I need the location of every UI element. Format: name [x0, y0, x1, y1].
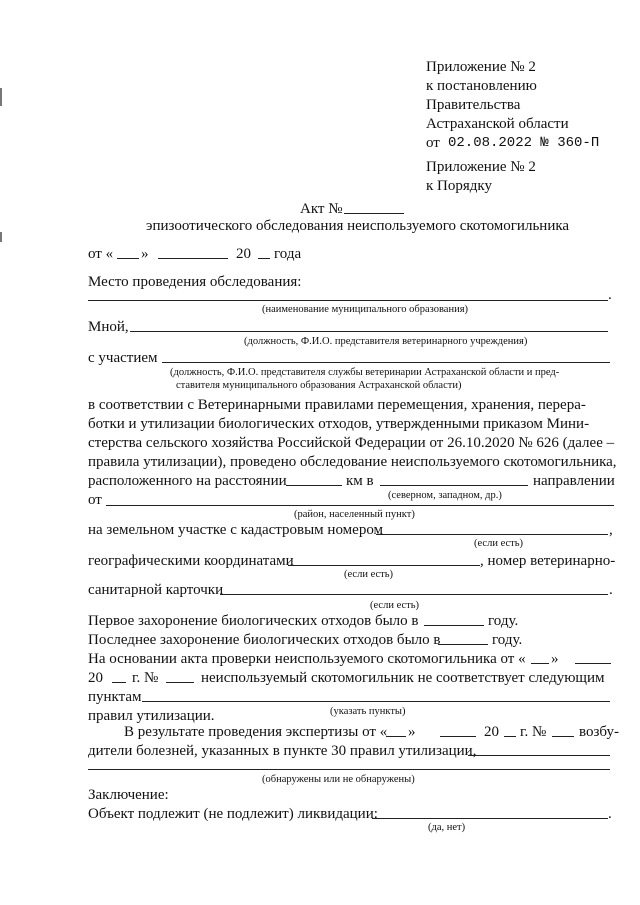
card-label: санитарной карточки [88, 582, 224, 598]
check-points-label: пунктам [88, 689, 142, 705]
first-burial-year: году. [488, 613, 519, 629]
body-line: стерства сельского хозяйства Российской Федерации от 26.10.2020 № 626 (далее – [88, 435, 615, 451]
header-date-stamp: 02.08.2022 № 360-П [448, 135, 600, 151]
date-year-prefix: 20 [236, 246, 251, 262]
coords-label: географическими координатами [88, 553, 294, 569]
first-burial-label: Первое захоронение биологических отходов было в [88, 613, 419, 629]
me-label: Мной, [88, 319, 129, 335]
cadastre-label: на земельном участке с кадастровым номером [88, 522, 384, 538]
check-month-blank [575, 663, 611, 664]
header-line: к постановлению [426, 78, 537, 94]
check-number-label: г. № [132, 670, 159, 686]
with-blank [162, 362, 610, 363]
body-line: ботки и утилизации биологических отходов, утвержденными приказом Мини- [88, 416, 590, 432]
date-month-blank [158, 258, 228, 259]
from-blank [106, 505, 614, 506]
last-burial-blank [438, 644, 488, 645]
header-line: Приложение № 2 [426, 59, 536, 75]
date-quote-close: » [141, 246, 149, 262]
expertise-quote-close: » [408, 724, 416, 740]
date-year-suffix: года [274, 246, 302, 262]
header-line: Астраханской области [426, 116, 569, 132]
header-line: Приложение № 2 [426, 159, 536, 175]
direction-label: направлении [533, 473, 615, 489]
place-hint: (наименование муниципального образования) [262, 304, 469, 315]
with-label: с участием [88, 350, 158, 366]
coords-blank [288, 565, 480, 566]
place-blank [88, 300, 608, 301]
distance-label: расположенного на расстоянии [88, 473, 287, 489]
check-rules-text: правил утилизации. [88, 708, 215, 724]
scan-mark [0, 232, 2, 242]
card-period: . [609, 582, 613, 598]
distance-blank [286, 485, 342, 486]
coords-hint: (если есть) [344, 569, 394, 580]
act-number-blank [344, 213, 404, 214]
date-ot: от « [88, 246, 114, 262]
place-period: . [608, 287, 612, 303]
check-points-hint: (указать пункты) [330, 706, 406, 717]
header-line: к Порядку [426, 178, 492, 194]
last-burial-label: Последнее захоронение биологических отходов было в [88, 632, 441, 648]
check-year-blank [112, 682, 126, 683]
cadastre-blank [376, 534, 608, 535]
liquidation-hint: (да, нет) [428, 822, 466, 833]
liquidation-label: Объект подлежит (не подлежит) ликвидации: [88, 806, 378, 822]
check-line1: На основании акта проверки неиспользуемого скотомогильника от « [88, 651, 526, 667]
expertise-number-label: г. № [520, 724, 547, 740]
from-label: от [88, 492, 102, 508]
expertise-result-blank-2 [88, 769, 610, 770]
check-line2-text: неиспользуемый скотомогильник не соответствует следующим [201, 670, 605, 686]
check-number-blank [166, 682, 194, 683]
direction-hint: (северном, западном, др.) [388, 490, 502, 501]
expertise-year-blank [504, 736, 516, 737]
header-line: Правительства [426, 97, 521, 113]
from-hint: (район, населенный пункт) [294, 509, 415, 520]
date-day-blank [117, 258, 139, 259]
cadastre-comma: , [609, 522, 613, 538]
cadastre-hint: (если есть) [474, 538, 524, 549]
header-date-prefix: от [426, 135, 440, 151]
expertise-line2: дители болезней, указанных в пункте 30 правил утилизации, [88, 743, 477, 759]
with-hint-2: ставителя муниципального образования Астраханской области) [176, 380, 462, 391]
card-hint: (если есть) [370, 600, 420, 611]
expertise-hint: (обнаружены или не обнаружены) [262, 774, 415, 785]
expertise-year-prefix: 20 [484, 724, 499, 740]
last-burial-year: году. [492, 632, 523, 648]
me-blank [130, 331, 608, 332]
me-hint: (должность, Ф.И.О. представителя ветеринарного учреждения) [244, 336, 528, 347]
direction-blank [380, 485, 528, 486]
expertise-line1: В результате проведения экспертизы от « [124, 724, 388, 740]
check-points-blank [142, 701, 610, 702]
expertise-line1-end: возбу- [579, 724, 619, 740]
check-day-blank [531, 663, 549, 664]
expertise-month-blank [440, 736, 476, 737]
act-number-label: Акт № [300, 201, 343, 217]
place-label: Место проведения обследования: [88, 274, 302, 290]
with-hint-1: (должность, Ф.И.О. представителя службы ветеринарии Астраханской области и пред- [170, 367, 560, 378]
body-line: правила утилизации), проведено обследование неиспользуемого скотомогильника, [88, 454, 617, 470]
distance-km: км в [346, 473, 374, 489]
liquidation-period: . [608, 806, 612, 822]
body-line: в соответствии с Ветеринарными правилами перемещения, хранения, перера- [88, 397, 586, 413]
check-quote-close: » [551, 651, 559, 667]
expertise-result-blank-1 [468, 755, 610, 756]
coords-label-b: , номер ветеринарно- [480, 553, 616, 569]
conclusion-label: Заключение: [88, 787, 169, 803]
liquidation-blank [372, 818, 608, 819]
card-blank [220, 594, 608, 595]
expertise-day-blank [386, 736, 406, 737]
first-burial-blank [424, 625, 484, 626]
check-year-prefix: 20 [88, 670, 103, 686]
act-subtitle: эпизоотического обследования неиспользуемого скотомогильника [146, 218, 570, 234]
expertise-number-blank [552, 736, 574, 737]
date-year-blank [258, 258, 270, 259]
scan-mark [0, 88, 2, 106]
